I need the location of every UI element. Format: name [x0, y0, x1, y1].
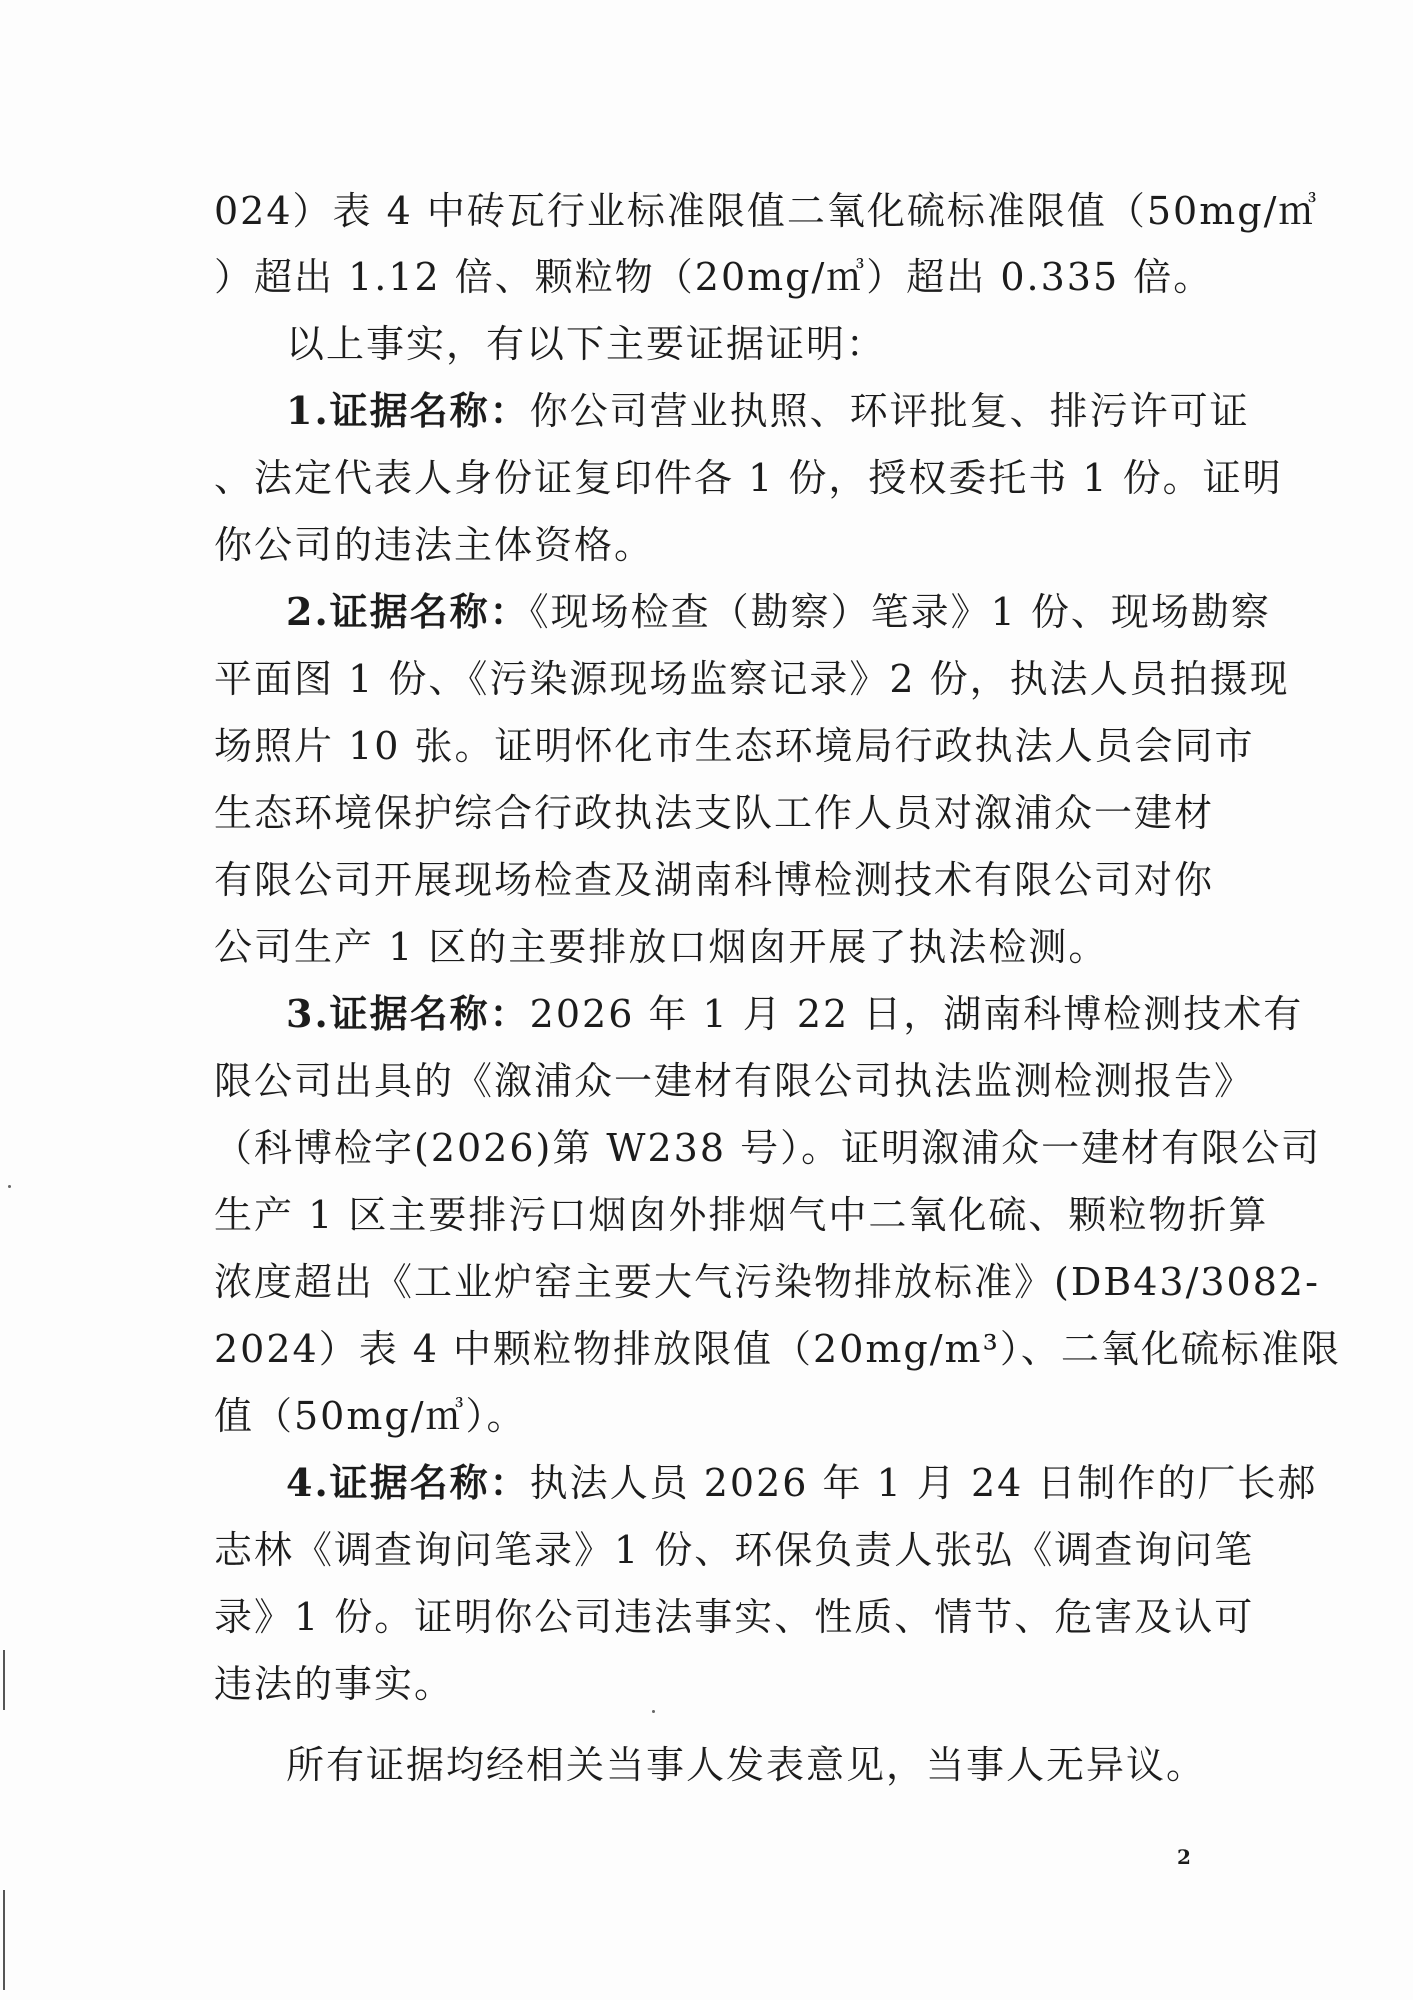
text-line: 2024）表 4 中颗粒物排放限值（20mg/m³）、二氧化硫标准限 — [214, 1327, 1341, 1371]
text-line: 以上事实，有以下主要证据证明： — [286, 322, 887, 366]
evidence-1-heading-line: 1.证据名称：你公司营业执照、环评批复、排污许可证 — [286, 388, 1250, 433]
closing-statement: 所有证据均经相关当事人发表意见，当事人无异议。 — [286, 1743, 1207, 1787]
page-number: 2 — [1177, 1845, 1191, 1869]
text-line: 值（50mg/㎥）。 — [214, 1394, 527, 1438]
text-line: 违法的事实。 — [214, 1662, 455, 1706]
text-line: 平面图 1 份、《污染源现场监察记录》2 份，执法人员拍摄现 — [214, 657, 1290, 701]
evidence-label: 3.证据名称： — [286, 991, 530, 1036]
evidence-label: 4.证据名称： — [286, 1460, 530, 1505]
evidence-label: 2.证据名称： — [286, 589, 530, 634]
text-line: 浓度超出《工业炉窑主要大气污染物排放标准》(DB43/3082- — [214, 1260, 1320, 1304]
text-line: 有限公司开展现场检查及湖南科博检测技术有限公司对你 — [214, 858, 1215, 902]
text-line: 你公司的违法主体资格。 — [214, 523, 655, 567]
text-line: 生态环境保护综合行政执法支队工作人员对溆浦众一建材 — [214, 791, 1215, 835]
scan-speck — [652, 1710, 655, 1713]
scan-speck — [8, 1185, 11, 1188]
text-line: ）超出 1.12 倍、颗粒物（20mg/㎥）超出 0.335 倍。 — [214, 255, 1214, 299]
text-line: 生产 1 区主要排污口烟囱外排烟气中二氧化硫、颗粒物折算 — [214, 1193, 1269, 1237]
text-line: 、法定代表人身份证复印件各 1 份，授权委托书 1 份。证明 — [214, 456, 1283, 500]
evidence-4-heading-line: 4.证据名称：执法人员 2026 年 1 月 24 日制作的厂长郝 — [286, 1460, 1318, 1505]
text-line: 场照片 10 张。证明怀化市生态环境局行政执法人员会同市 — [214, 724, 1255, 768]
text-line: 限公司出具的《溆浦众一建材有限公司执法监测检测报告》 — [214, 1059, 1255, 1103]
evidence-label: 1.证据名称： — [286, 388, 530, 433]
evidence-2-heading-line: 2.证据名称：《现场检查（勘察）笔录》1 份、现场勘察 — [286, 589, 1271, 634]
text-line: （科博检字(2026)第 W238 号）。证明溆浦众一建材有限公司 — [214, 1126, 1322, 1170]
scan-edge-mark — [3, 1650, 5, 1710]
text-line: 024）表 4 中砖瓦行业标准限值二氧化硫标准限值（50mg/㎥ — [214, 189, 1319, 233]
text-line: 志林《调查询问笔录》1 份、环保负责人张弘《调查询问笔 — [214, 1528, 1255, 1572]
evidence-3-heading-line: 3.证据名称：2026 年 1 月 22 日，湖南科博检测技术有 — [286, 991, 1304, 1036]
text-line: 录》1 份。证明你公司违法事实、性质、情节、危害及认可 — [214, 1595, 1255, 1639]
text-line: 公司生产 1 区的主要排放口烟囱开展了执法检测。 — [214, 925, 1109, 969]
scan-edge-mark — [3, 1890, 5, 1990]
